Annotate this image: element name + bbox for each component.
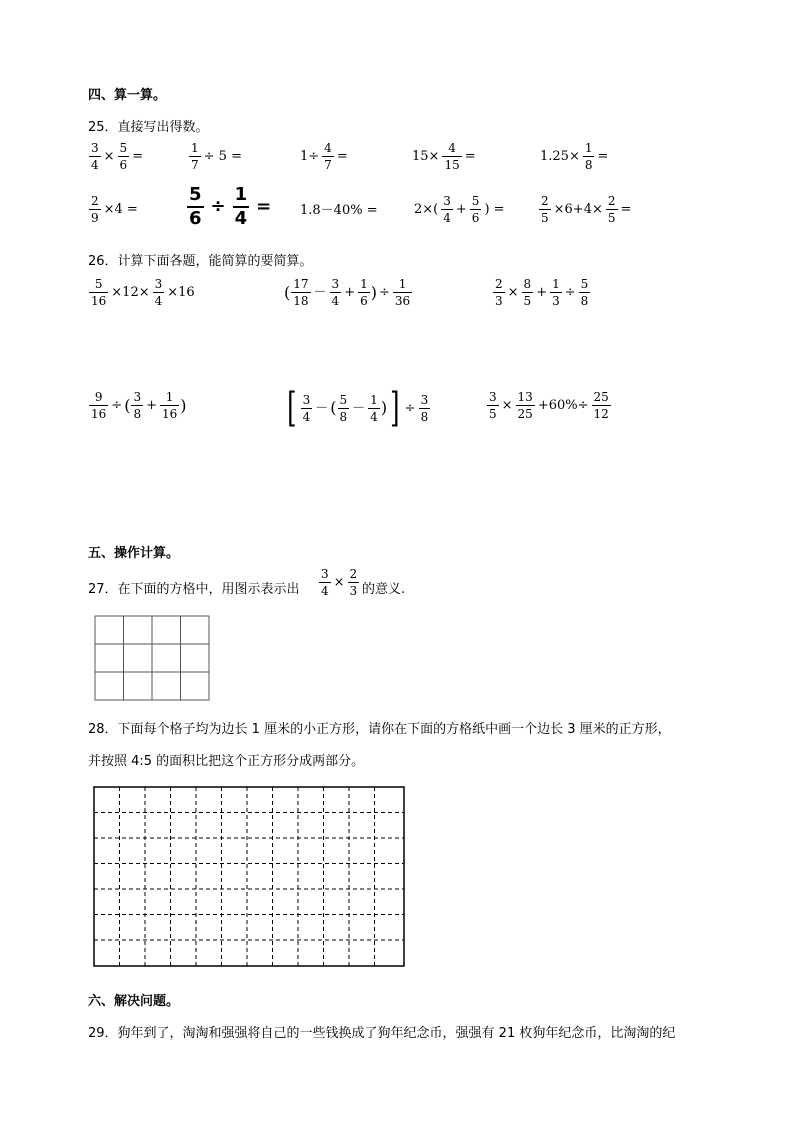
q25-expr-3: 1÷ $\frac{4}{7}$ = xyxy=(300,141,348,172)
section-5-title: 五、操作计算。 xyxy=(88,546,180,561)
q26-expr-5: [ $\frac{3}{4}$ － ( $\frac{5}{8}$ － $\frac{1}{4}$ ) ] ÷ $\frac{3}{8}$ xyxy=(287,385,429,431)
q27-square-grid[interactable] xyxy=(94,615,212,703)
q25-expr-10: $\frac{2}{5}$ ×6+4× $\frac{2}{5}$ = xyxy=(541,194,632,225)
question-27-suffix: 的意义. xyxy=(362,582,406,597)
q25-expr-8: 1.8－40% = xyxy=(300,203,378,218)
question-28-line-1: 28．下面每个格子均为边长 1 厘米的小正方形，请你在下面的方格纸中画一个边长 3 厘米的正方形， xyxy=(88,722,671,737)
q26-expr-6: $\frac{3}{5}$ × $\frac{13}{25}$ +60%÷ $\frac{25}{12}$ xyxy=(489,390,609,421)
question-29-text: 29．狗年到了，淘淘和强强将自己的一些钱换成了狗年纪念币，强强有 21 枚狗年纪念币，比淘淘的纪 xyxy=(88,1026,676,1041)
q25-expr-6: $\frac{2}{9}$ ×4 = xyxy=(91,194,138,225)
q25-expr-1: $\frac{3}{4}$ × $\frac{5}{6}$ = xyxy=(91,141,144,172)
q25-expr-9: 2×( $\frac{3}{4}$ + $\frac{5}{6}$ ) = xyxy=(414,194,505,225)
q25-expr-2: $\frac{1}{7}$ ÷ 5 = xyxy=(191,141,242,172)
question-26-label: 26．计算下面各题，能简算的要简算。 xyxy=(88,254,313,269)
q25-expr-5: 1.25× $\frac{1}{8}$ = xyxy=(540,141,609,172)
q26-expr-2: ( $\frac{17}{18}$ － $\frac{3}{4}$ + $\frac{1}{6}$ ) ÷ $\frac{1}{36}$ xyxy=(284,277,411,308)
section-4-title: 四、算一算。 xyxy=(88,88,167,103)
q26-expr-4: $\frac{9}{16}$ ÷ ( $\frac{3}{8}$ + $\frac{1}{16}$ ) xyxy=(91,390,187,421)
q26-expr-1: $\frac{5}{16}$ ×12× $\frac{3}{4}$ ×16 xyxy=(91,277,195,308)
q26-expr-3: $\frac{2}{3}$ × $\frac{8}{5}$ + $\frac{1}{3}$ ÷ $\frac{5}{8}$ xyxy=(495,277,589,308)
question-27-prefix: 27．在下面的方格中，用图示表示出 xyxy=(88,582,300,597)
q28-dashed-grid-paper[interactable] xyxy=(93,786,407,968)
q25-expr-4: 15× $\frac{4}{15}$ = xyxy=(412,141,476,172)
question-28-line-2: 并按照 4:5 的面积比把这个正方形分成两部分。 xyxy=(88,754,365,769)
question-25-label: 25．直接写出得数。 xyxy=(88,120,209,135)
q25-expr-7: $\frac{5}{6}$ ÷ $\frac{1}{4}$ = xyxy=(189,184,272,229)
q27-expression: $\frac{3}{4}$ × $\frac{2}{3}$ xyxy=(321,567,358,598)
section-6-title: 六、解决问题。 xyxy=(88,994,180,1009)
